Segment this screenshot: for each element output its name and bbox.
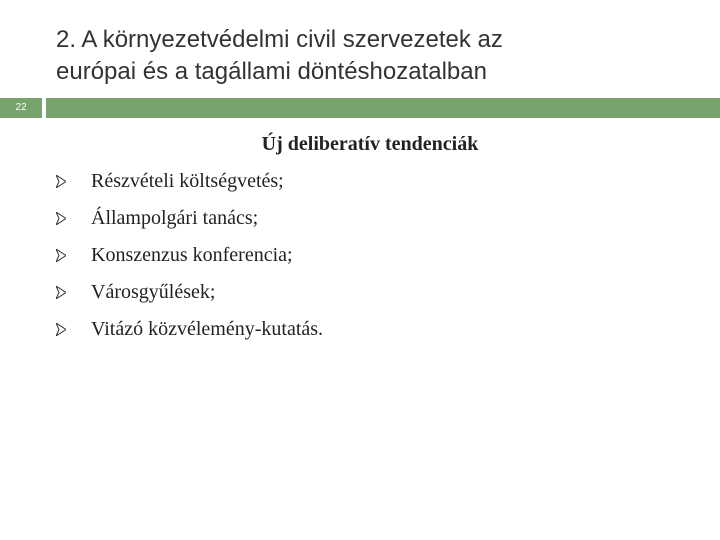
bullet-text: Vitázó közvélemény-kutatás. <box>91 318 324 340</box>
bullet-text: Konszenzus konferencia; <box>91 244 293 266</box>
divider-bar-right <box>46 98 720 118</box>
bullet-text: Részvételi költségvetés; <box>91 170 284 192</box>
bullet-text: Állampolgári tanács; <box>91 207 259 229</box>
slide-subtitle: Új deliberatív tendenciák <box>261 133 479 155</box>
arrowhead-bullet-icon <box>56 323 66 336</box>
arrowhead-bullet-icon <box>56 175 66 188</box>
arrowhead-bullet-icon <box>56 212 66 225</box>
bullet-text: Városgyűlések; <box>91 281 216 303</box>
arrowhead-bullet-icon <box>56 286 66 299</box>
slide-title-line-2: európai és a tagállami döntéshozatalban <box>56 58 487 85</box>
slide-title-line-1: 2. A környezetvédelmi civil szervezetek az <box>56 26 503 53</box>
slide-title <box>56 24 696 88</box>
slide-number: 22 <box>15 102 27 113</box>
arrowhead-bullet-icon <box>56 249 66 262</box>
